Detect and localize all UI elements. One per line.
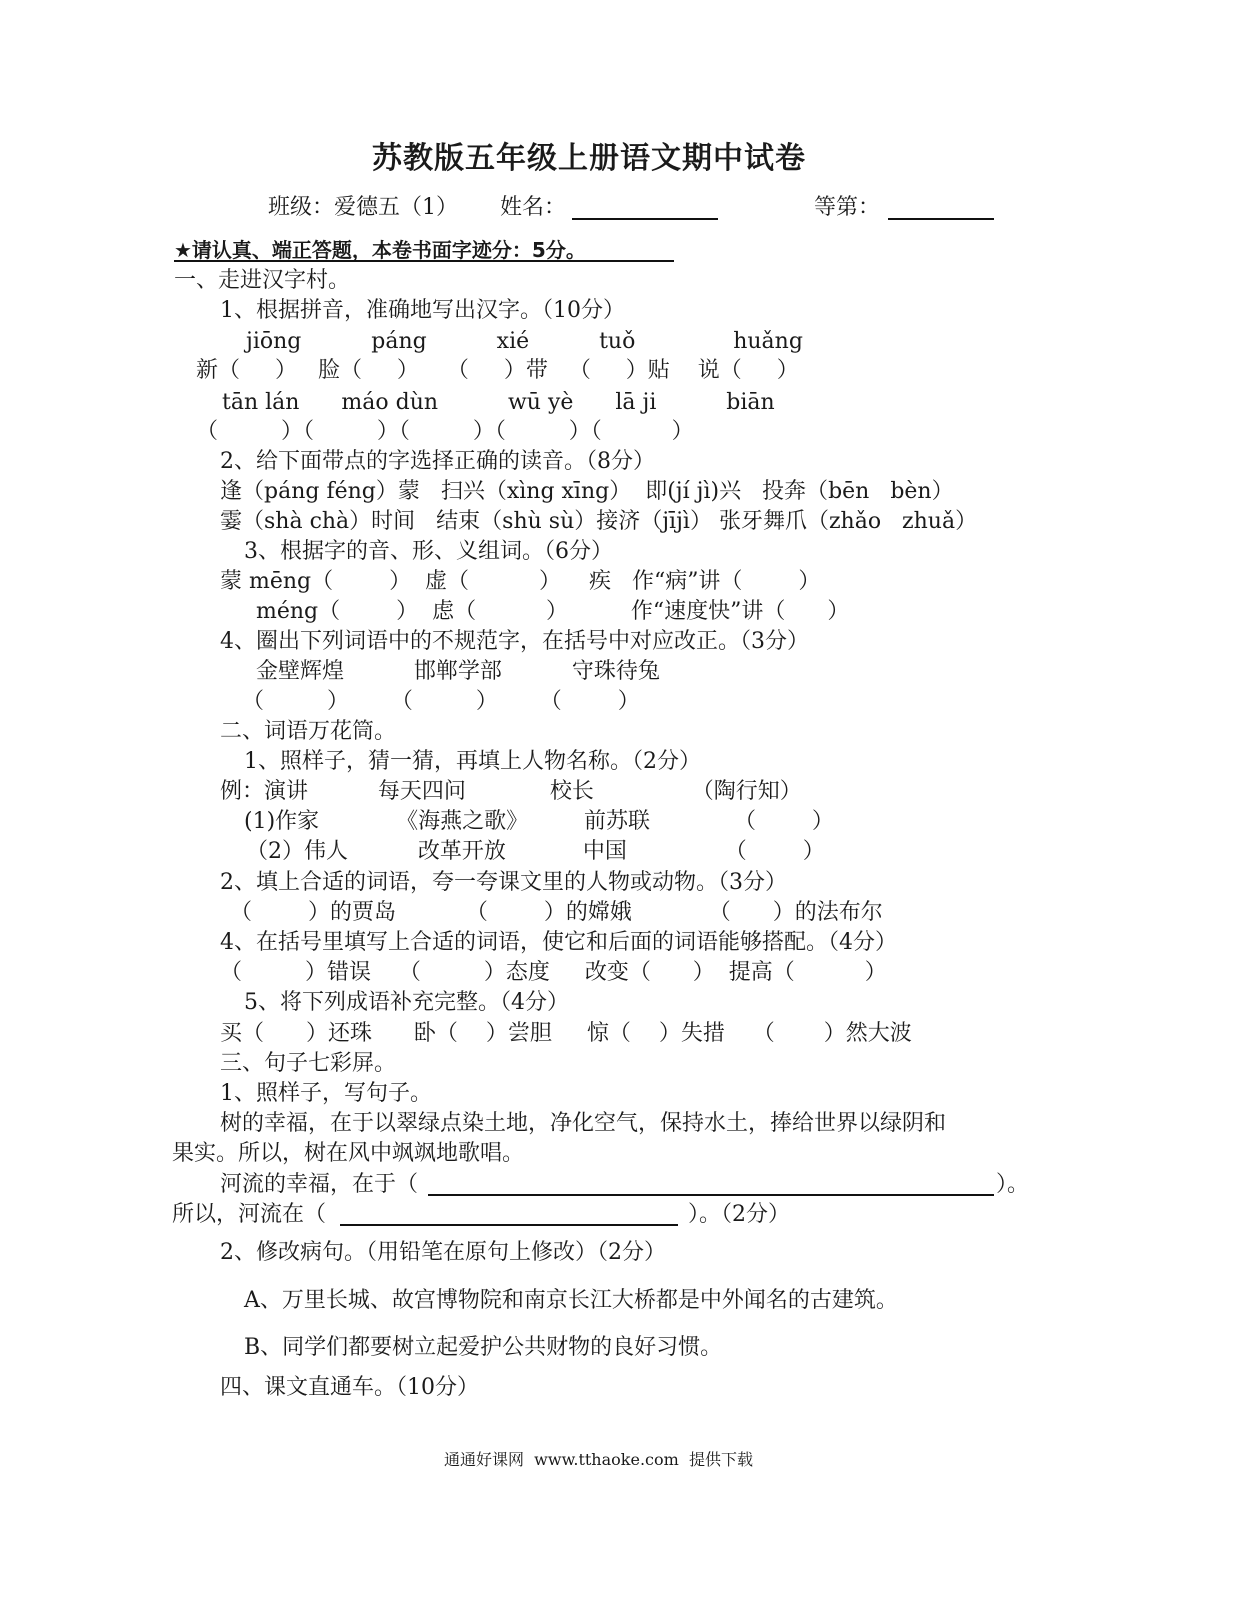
river-line-2-end: ）。（2分） xyxy=(688,1202,790,1227)
notice-underline xyxy=(174,260,674,262)
sentence-b: B、同学们都要树立起爱护公共财物的良好习惯。 xyxy=(244,1335,723,1360)
name-blank[interactable] xyxy=(572,218,718,220)
section-2-heading: 二、词语万花筒。 xyxy=(220,719,397,744)
section-3-heading: 三、句子七彩屏。 xyxy=(220,1051,397,1076)
river-blank-2[interactable] xyxy=(340,1224,678,1226)
class-label: 班级：爱德五（1） xyxy=(268,195,458,220)
section-1-heading: 一、走进汉字村。 xyxy=(174,268,351,293)
example-row: 例：演讲 每天四问 校长 （陶行知） xyxy=(220,779,802,804)
footer-credit: 通通好课网 www.tthaoke.com 提供下载 xyxy=(444,1450,753,1469)
q2-4: 4、在括号里填写上合适的词语，使它和后面的词语能够搭配。（4分） xyxy=(220,930,897,955)
river-blank-1[interactable] xyxy=(428,1194,994,1196)
guess-row-2: （2）伟人 改革开放 中国 （ ） xyxy=(246,839,825,864)
sample-sentence-2: 果实。所以，树在风中飒飒地歌唱。 xyxy=(172,1141,525,1166)
blanks-row-1: 新（ ） 脸（ ） （ ）带 （ ）贴 说（ ） xyxy=(196,358,799,383)
q2-5: 5、将下列成语补充完整。（4分） xyxy=(244,990,569,1015)
reading-row-1: 逢（páng féng）蒙 扫兴（xìng xīng） 即(jí jì)兴 投奔（bēn bèn） xyxy=(220,479,954,504)
q2-1: 1、照样子，猜一猜，再填上人物名称。（2分） xyxy=(244,749,701,774)
match-row: （ ）错误 （ ）态度 改变（ ） 提高（ ） xyxy=(220,960,887,985)
river-line-1-end: ）。 xyxy=(996,1172,1030,1197)
name-label: 姓名： xyxy=(500,195,567,220)
reading-row-2: 霎（shà chà）时间 结束（shù sù）接济（jījì） 张牙舞爪（zhǎo zhuǎ） xyxy=(220,509,978,534)
q1-3: 3、根据字的音、形、义组词。（6分） xyxy=(244,539,613,564)
word-row-1: 蒙 mēng（ ） 虚（ ） 疾 作“病”讲（ ） xyxy=(220,569,821,594)
q3-2: 2、修改病句。（用铅笔在原句上修改）（2分） xyxy=(220,1240,666,1265)
page-title: 苏教版五年级上册语文期中试卷 xyxy=(372,141,806,176)
sentence-a: A、万里长城、故宫博物院和南京长江大桥都是中外闻名的古建筑。 xyxy=(244,1288,898,1313)
section-4-heading: 四、课文直通车。（10分） xyxy=(220,1375,479,1400)
word-row-2: méng（ ） 虑（ ） 作“速度快”讲（ ） xyxy=(256,599,850,624)
q3-1: 1、照样子，写句子。 xyxy=(220,1081,432,1106)
river-line-2-start: 所以，河流在（ xyxy=(172,1202,327,1227)
sample-sentence-1: 树的幸福，在于以翠绿点染土地，净化空气，保持水土，捧给世界以绿阴和 xyxy=(220,1111,947,1136)
guess-row-1: (1)作家 《海燕之歌》 前苏联 （ ） xyxy=(244,809,834,834)
idiom-row: 金壁辉煌 邯郸学部 守珠待兔 xyxy=(256,659,660,684)
idiom-fill-row: 买（ ）还珠 卧（ ）尝胆 惊（ ）失措 （ ）然大波 xyxy=(220,1021,912,1046)
q1-2: 2、给下面带点的字选择正确的读音。（8分） xyxy=(220,449,655,474)
blanks-row-2: （ ）（ ）（ ）（ ）（ ） xyxy=(196,419,694,444)
q1-1: 1、根据拼音，准确地写出汉字。（10分） xyxy=(220,298,625,323)
correction-row: （ ） （ ） （ ） xyxy=(242,689,640,714)
pinyin-row-1: jiōng páng xié tuǒ huǎng xyxy=(246,329,803,354)
river-line-1-start: 河流的幸福，在于（ xyxy=(220,1172,419,1197)
notice: ★请认真、端正答题，本卷书面字迹分：5分。 xyxy=(174,238,586,262)
praise-row: （ ）的贾岛 （ ）的嫦娥 （ ）的法布尔 xyxy=(230,900,883,925)
q2-2: 2、填上合适的词语，夸一夸课文里的人物或动物。（3分） xyxy=(220,870,787,895)
q1-4: 4、圈出下列词语中的不规范字，在括号中对应改正。（3分） xyxy=(220,629,809,654)
pinyin-row-2: tān lán máo dùn wū yè lā ji biān xyxy=(222,390,775,415)
grade-blank[interactable] xyxy=(888,218,994,220)
grade-label: 等第： xyxy=(814,195,881,220)
